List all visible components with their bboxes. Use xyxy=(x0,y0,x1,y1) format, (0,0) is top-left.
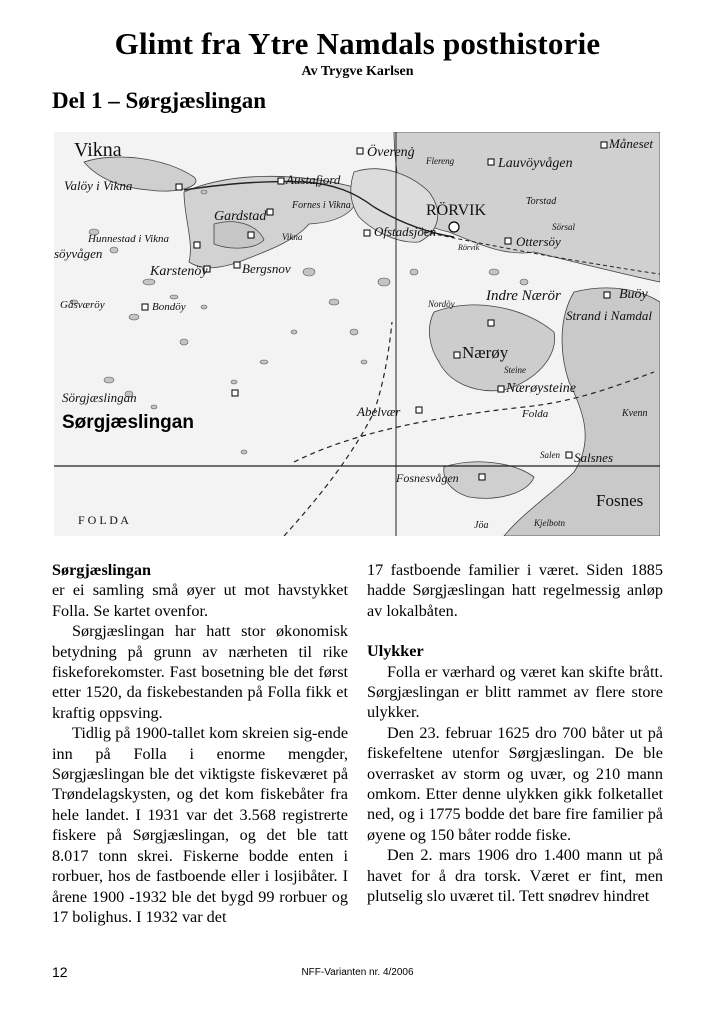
paragraph: Den 2. mars 1906 dro 1.400 mann ut på havet for å dra torsk. Været er fint, men plutselig slo uværet til. Tett snødrev hindret xyxy=(367,846,663,906)
map-label-hunnestad: Hunnestad i Vikna xyxy=(88,233,170,245)
map-label-kvenn: Kvenn xyxy=(622,408,648,419)
map-label-sorgjeslingan-big: Sørgjæslingan xyxy=(62,412,194,433)
map-label-vikna-small: Vikna xyxy=(282,232,303,242)
map-label-abelvaer: Abelvær xyxy=(357,404,401,419)
map-label-gardstad: Gardstad xyxy=(214,209,267,224)
map-label-lauvoyvagen: Lauvöyvågen xyxy=(498,156,573,171)
article-subtitle: Del 1 – Sørgjæslingan xyxy=(52,88,267,113)
map-label-kjelbotn: Kjelbotn xyxy=(534,518,565,528)
map-label-bergsnov: Bergsnov xyxy=(242,261,291,276)
paragraph: er ei samling små øyer ut mot havstykket Folla. Se kartet ovenfor. xyxy=(52,581,348,620)
map-label-torstad: Torstad xyxy=(526,196,557,207)
map-label-joa: Jöa xyxy=(474,520,489,531)
map-label-indre-neroy: Indre Nærör xyxy=(486,288,561,304)
map-label-salsnes: Salsnes xyxy=(574,450,613,465)
text-column-left xyxy=(52,560,348,927)
map-label-steine: Steine xyxy=(504,365,526,375)
article-byline: Av Trygve Karlsen xyxy=(301,64,414,79)
map-label-valoy: Valöy i Vikna xyxy=(64,178,133,193)
map-label-neroy: Nærøy xyxy=(462,343,509,362)
map-label-bondoy: Bondöy xyxy=(152,301,186,313)
map-label-rorvik: RÖRVIK xyxy=(426,202,487,219)
section-heading-ulykker: Ulykker xyxy=(367,642,424,661)
rorvik-town-marker xyxy=(449,222,459,232)
map-label-nordoy: Nordöy xyxy=(428,299,455,309)
page-number: 12 xyxy=(52,964,68,980)
section-heading-sorgjeslingan: Sørgjæslingan xyxy=(52,561,151,579)
paragraph: 17 fastboende familier i været. Siden 1885 hadde Sørgjæslingan hatt regelmessig anløp av lokalbåten. xyxy=(367,561,663,620)
paragraph: Folla er værhard og været kan skifte brått. Sørgjæslingan er blitt rammet av flere store ulykker. xyxy=(367,662,663,722)
map-label-rorvik-small: Rörvik xyxy=(458,243,480,252)
map-figure xyxy=(54,132,660,536)
map-label-flereng: Flereng xyxy=(426,156,455,166)
map-label-gasvaroy: Gåsværöy xyxy=(60,299,105,311)
map-svg xyxy=(54,132,660,536)
map-label-vikna: Vikna xyxy=(74,139,122,161)
paragraph: Tidlig på 1900-tallet kom skreien sig-ende inn på Folla i enorme mengder, Sørgjæslingan ble det viktigste fiskeværet på Trøndelagskysten, og det kom fiskebåter fra hele landet. I 1931 var det 3.568 registrerte fiskere på Sørgjæslingan, og det ble tatt 8.017 tonn skrei. Fiskerne bodde enten i rorbuer, hos de fastboende eller i losjibåter. I årene 1900 -1932 ble det bygd 99 rorbuer og 17 bolighus. I 1932 var det xyxy=(52,724,348,926)
map-label-oyvagen: söyvågen xyxy=(54,246,103,261)
map-label-sorgjeslingan-small: Sörgjæslingan xyxy=(62,390,137,405)
map-label-fornes: Fornes i Vikna xyxy=(292,200,351,211)
map-label-austafjord: Austafjord xyxy=(286,172,341,187)
map-label-neroysteine: Nærøysteine xyxy=(506,381,576,396)
map-label-sorsal: Sörsal xyxy=(552,222,576,232)
map-label-folda-route: Folda xyxy=(522,408,549,420)
map-label-ofstadsjoen: Ofstadsjöen xyxy=(374,224,437,239)
map-label-folda-sea: F O L D A xyxy=(78,513,129,527)
publication-footer: NFF-Varianten nr. 4/2006 xyxy=(301,967,414,978)
map-label-karstenoy: Karstenöy xyxy=(150,264,208,279)
paragraph: Sørgjæslingan har hatt stor økonomisk betydning på grunn av nærheten til rike fiskeforekomster. Fast bosetning ble det først etter 1520, da fiskebestanden på Folla fikk et kraftig oppsving. xyxy=(52,622,348,722)
paragraph: Den 23. februar 1625 dro 700 båter ut på fiskefeltene utenfor Sørgjæslingan. De ble overrasket av storm og uvær, og 210 mann omkom. Etter denne ulykken gikk folketallet ned, og i 1775 bodde det bare fire familier på øyene og 150 båter rodde fiske. xyxy=(367,723,663,844)
map-label-strand: Strand i Namdal xyxy=(566,308,652,323)
map-label-salen: Salen xyxy=(540,450,560,460)
map-label-fosnesvagen: Fosnesvågen xyxy=(396,471,459,485)
article-title: Glimt fra Ytre Namdals posthistorie xyxy=(114,26,601,61)
map-label-maneset: Måneset xyxy=(609,136,654,151)
map-label-overeng: Överenġ xyxy=(367,145,415,160)
map-label-fosnes: Fosnes xyxy=(596,491,644,510)
map-label-buoy: Buöy xyxy=(619,287,648,302)
map-label-ottersoy: Ottersöy xyxy=(516,234,561,249)
text-column-right xyxy=(367,560,663,907)
